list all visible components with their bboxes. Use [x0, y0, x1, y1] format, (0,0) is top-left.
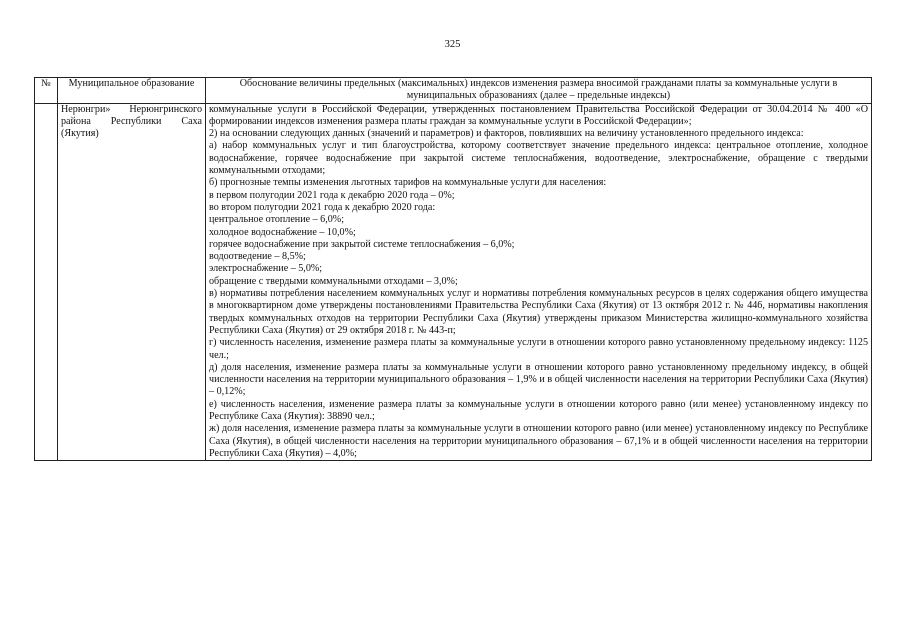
table-header-row [35, 78, 872, 104]
paragraph: а) набор коммунальных услуг и тип благоустройства, которому соответствует значение предельного индекса: центральное отопление, холодное водоснабжение, горячее водоснабжение при закрытой системе теплоснабжения, водоотведение, электроснабжение, обращение с твердыми коммунальными отходами; [209, 140, 868, 177]
paragraph: в первом полугодии 2021 года к декабрю 2020 года – 0%; [209, 189, 455, 201]
paragraph: д) доля населения, изменение размера платы за коммунальные услуги в отношении которого равно установленному предельному индексу, в общей численности населения на территории муниципального образования – 1,9% и в общей численности населения на территории Республики Саха (Якутия) – 0,12%; [209, 361, 868, 398]
paragraph: в) нормативы потребления населением коммунальных услуг и нормативы потребления коммунальных ресурсов в целях содержания общего имущества в многоквартирном доме утверждены постановлениями Правительства Республики Саха (Якутия) от 13 октября 2012 г. № 446, нормативы накопления твердых коммунальных отходов на территории Республики Саха (Якутия) утверждены приказом Министерства жилищно-коммунального хозяйства Республики Саха (Якутия) от 29 октября 2018 г. № 443-п; [209, 288, 868, 336]
indices-table [34, 77, 872, 461]
paragraph: е) численность населения, изменение размера платы за коммунальные услуги в отношении которого равно (или менее) установленному индексу по Республике Саха (Якутия): 38890 чел.; [209, 398, 868, 423]
row-municipality: Нерюнгри» Нерюнгринского района Республики Саха (Якутия) [58, 103, 206, 461]
paragraph: электроснабжение – 5,0%; [209, 263, 323, 275]
paragraph: горячее водоснабжение при закрытой системе теплоснабжения – 6,0%; [209, 238, 515, 250]
paragraph: 2) на основании следующих данных (значений и параметров) и факторов, повлиявших на величину установленного предельного индекса: [209, 128, 804, 140]
header-municipality: Муниципальное образование [58, 78, 206, 104]
row-justification [206, 103, 872, 461]
paragraph: обращение с твердыми коммунальными отходами – 3,0%; [209, 275, 458, 287]
header-number: № [35, 78, 58, 104]
header-justification: Обоснование величины предельных (максимальных) индексов изменения размера вносимой гражданами платы за коммунальные услуги в муниципальных образованиях (далее – предельные индексы) [206, 78, 872, 104]
paragraph: центральное отопление – 6,0%; [209, 214, 345, 226]
paragraph: ж) доля населения, изменение размера платы за коммунальные услуги в отношении которого равно (или менее) установленному индексу по Республике Саха (Якутия), в общей численности населения на территории муниципального образования – 67,1% и в общей численности населения на территории Республики Саха (Якутия) – 4,0%; [209, 423, 868, 459]
paragraph: холодное водоснабжение – 10,0%; [209, 226, 356, 238]
table-row [35, 103, 872, 461]
paragraph: г) численность населения, изменение размера платы за коммунальные услуги в отношении которого равно установленному предельному индексу: 1125 чел.; [209, 337, 868, 361]
paragraph: коммунальные услуги в Российской Федерации, утвержденных постановлением Правительства Российской Федерации от 30.04.2014 № 400 «О формировании индексов изменения размера платы граждан за коммунальные услуги в Российской Федерации»; [209, 103, 868, 127]
page-number: 325 [444, 39, 461, 50]
paragraph: водоотведение – 8,5%; [209, 251, 306, 263]
row-number [35, 103, 58, 461]
paragraph: во втором полугодии 2021 года к декабрю 2020 года: [209, 201, 436, 213]
paragraph: б) прогнозные темпы изменения льготных тарифов на коммунальные услуги для населения: [209, 177, 607, 189]
